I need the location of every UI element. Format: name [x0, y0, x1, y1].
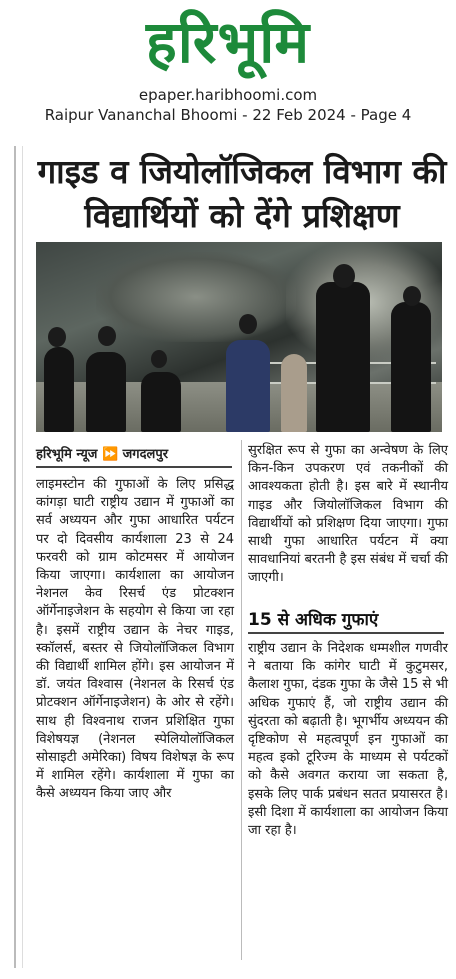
person-silhouette [281, 354, 307, 432]
person-head [48, 327, 66, 347]
person-head [403, 286, 421, 306]
person-silhouette [226, 340, 270, 432]
byline-rule [36, 466, 232, 468]
clip-border-inner [22, 146, 23, 968]
article-body-left: लाइमस्टोन की गुफाओं के लिए प्रसिद्ध कांगड़ा घाटी राष्ट्रीय उद्यान में गुफाओं का सर्व अध्ययन और गुफा आधारित पर्यटन पर दो दिवसीय कार्यशाला 23 से 24 फरवरी को ग्राम कोटमसर में आयोजन किया जाएगा। कार्यशाला का आयोजन नेशनल केव रिसर्च एंड प्रोटक्शन ऑर्गेनाइजेशन के सहयोग से किया जा रहा है। इसमें राष्ट्रीय उद्यान के नेचर गाइड, स्कॉलर्स, बस्तर से जियोलॉजिकल विभाग की विद्यार्थी शामिल होंगे। इस आयोजन में डॉ. जयंत विश्वास (नेशनल के रिसर्च एंड प्रोटक्शन ऑर्गेनाइजेशन) के ओर से रहेंगे। साथ ही विश्वनाथ राजन प्रशिक्षित गुफा विशेषयज्ञ (नेशनल स्पेलियोलॉजिकल सोसाइटी अमेरिका) विषय विशेषज्ञ के रूप में शामिल रहेंगे। कार्यशाला में गुफा का कैसे अध्ययन किया जाए और [36, 477, 234, 802]
cave-rock [96, 252, 296, 342]
article-body-right: सुरक्षित रूप से गुफा का अन्वेषण के लिए किन-किन उपकरण एवं तकनीकों की आवश्यकता होती है। इस बारे में स्थानीय गाइड और जियोलॉजिकल विभाग की विद्यार्थीयों को प्रशिक्षण दिया जाएगा। गुफा साथी गुफा आधारित पर्यटन में क्या सावधानियां बरतनी है इस संबंध में चर्चा की जाएगी। [248, 443, 448, 586]
byline [36, 440, 236, 470]
clip-border [14, 146, 16, 968]
article-body-right-2: राष्ट्रीय उद्यान के निदेशक धम्मशील गणवीर ने बताया कि कांगेर घाटी में कुटुमसर, कैलाश गुफा, दंडक गुफा के जैसे 15 से भी अधिक गुफाएं हैं, जो राष्ट्रीय उद्यान की सुंदरता को बढ़ाती है। भूगर्भीय अध्ययन की दृष्टिकोण से महत्वपूर्ण इन गुफाओं का महत्व इको टूरिज्म के माध्यम से पर्यटकों को कैसे अवगत कराया जा सकता है, इसके लिए पार्क प्रबंधन सतत प्रयासरत है। इसी दिशा में कार्यशाला का आयोजन किया जा रहा है। [248, 641, 448, 839]
person-silhouette [141, 372, 181, 432]
byline-text: हरिभूमि न्यूज ⏩ जगदलपुर [36, 447, 169, 462]
article-clipping [14, 146, 454, 968]
column-divider [241, 440, 242, 960]
person-head [239, 314, 257, 334]
person-silhouette [391, 302, 431, 432]
edition-line: Raipur Vananchal Bhoomi - 22 Feb 2024 - Page 4 [44, 106, 412, 124]
person-head [98, 326, 116, 346]
cave-photo [36, 242, 442, 432]
person-head [333, 264, 355, 288]
site-url[interactable]: epaper.haribhoomi.com [138, 86, 318, 104]
person-silhouette [44, 347, 74, 432]
newspaper-logo: हरिभूमि [145, 8, 311, 76]
subheading-rule [248, 632, 444, 634]
person-silhouette [86, 352, 126, 432]
person-silhouette [316, 282, 370, 432]
article-subheading: 15 से अधिक गुफाएं [248, 610, 379, 630]
person-head [151, 350, 167, 368]
masthead [0, 0, 456, 132]
article-headline: गाइड व जियोलॉजिकल विभाग की विद्यार्थियों को देंगे प्रशिक्षण [37, 152, 447, 235]
